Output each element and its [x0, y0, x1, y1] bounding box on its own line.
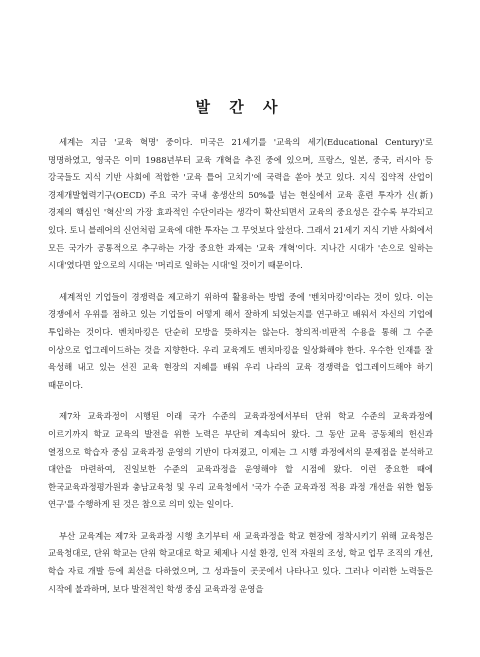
paragraph-4: 부산 교육계는 제7차 교육과정 시행 초기부터 새 교육과정을 학교 현장에 정착시키기 위해 교육청은 교육청대로, 단위 학교는 단위 학교대로 학교 체제나 시설 환경, 인적 자원의 조성, 학교 업무 조직의 개선, 학습 자료 개발 등에 최선을 다하였으며, 그 성과들이 곳곳에서 나타나고 있다. 그러나 이러한 노력들은 시작에 불과하며, 보다 발전적인 학생 중심 교육과정 운영을: [48, 530, 433, 594]
paragraph-1: 세계는 지금 '교육 혁명' 중이다. 미국은 21세기를 '교육의 세기(Educational Century)'로 명명하였고, 영국은 이미 1988년부터 교육 개혁을 추진 중에 있으며, 프랑스, 일본, 중국, 러시아 등 강국들도 지식 기반 사회에 적합한 '교육 틀어 고치기'에 국력을 쏟아 붓고 있다. 지식 집약적 산업이 경제개발협력기구(OECD) 주요 국가 국내 총생산의 50%를 넘는 현실에서 교육 훈련 투자가 신(新) 경제의 핵심인 '혁신'의 가장 효과적인 수단이라는 생각이 확산되면서 교육의 중요성은 갈수록 부각되고 있다. 토니 블레어의 신언처럼 교육에 대한 투자는 그 무엇보다 앞선다. 그래서 21세기 지식 기반 사회에서 모든 국가가 공통적으로 추구하는 가장 중요한 과제는 '교육 개혁'이다. 지나간 시대가 '손으로 일하는 시대'였다면 앞으로의 시대는 '머리로 일하는 시대'일 것이기 때문이다.: [48, 137, 433, 271]
page-title: 발 간 사: [195, 98, 285, 116]
paragraph-2: 세계적인 기업들이 경쟁력을 제고하기 위하여 활용하는 방법 중에 '벤치마킹'이라는 것이 있다. 이는 경쟁에서 우위를 점하고 있는 기업들이 어떻게 해서 잘하게 되었는지를 연구하고 배워서 자신의 기업에 투입하는 것이다. 벤치마킹은 단순히 모방을 뜻하지는 않는다. 창의적·비판적 수용을 통해 그 수준 이상으로 업그레이드하는 것을 지향한다. 우리 교육계도 벤치마킹을 일상화해야 한다. 우수한 인재를 잘 육성해 내고 있는 선진 교육 현장의 지혜를 배워 우리 나라의 교육 경쟁력을 업그레이드해야 하기 때문이다.: [48, 291, 433, 390]
document-body: [48, 134, 433, 612]
paragraph-3: 제7차 교육과정이 시행된 이래 국가 수준의 교육과정에서부터 단위 학교 수준의 교육과정에 이르기까지 학교 교육의 발전을 위한 노력은 부단히 계속되어 왔다. 그 동안 교육 공동체의 헌신과 열정으로 학습자 중심 교육과정 운영의 기반이 다져졌고, 이제는 그 시행 과정에서의 문제점을 분석하고 대안을 마련하여, 진일보한 수준의 교육과정을 운영해야 할 시점에 왔다. 이런 중요한 때에 한국교육과정평가원과 충남교육청 및 우리 교육청에서 '국가 수준 교육과정 적용 과정 개선을 위한 협동 연구'를 수행하게 된 것은 참으로 의미 있는 일이다.: [48, 411, 433, 510]
